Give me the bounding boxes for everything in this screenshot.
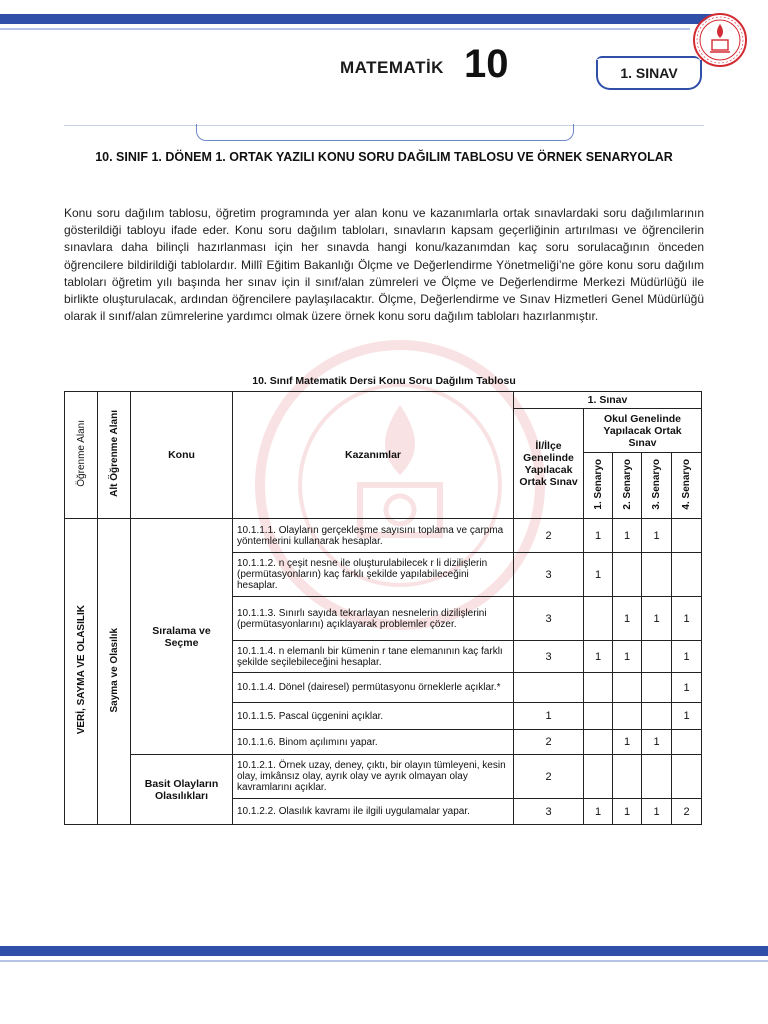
cell-s2: 1 bbox=[613, 519, 642, 553]
cell-s2: 1 bbox=[613, 799, 642, 825]
cell-s4 bbox=[672, 755, 702, 799]
cell-s2 bbox=[613, 703, 642, 730]
cell-kazanim: 10.1.1.1. Olayların gerçekleşme sayısını toplama ve çarpma yöntemlerini kullanarak hesaplar. bbox=[233, 519, 514, 553]
page-title: 10. SINIF 1. DÖNEM 1. ORTAK YAZILI KONU SORU DAĞILIM TABLOSU VE ÖRNEK SENARYOLAR bbox=[95, 150, 673, 164]
header-senaryo-4: 4. Senaryo bbox=[672, 453, 702, 519]
cell-s4 bbox=[672, 553, 702, 597]
cell-s1 bbox=[584, 673, 613, 703]
cell-il: 2 bbox=[514, 755, 584, 799]
header-konu: Konu bbox=[131, 392, 233, 519]
intro-paragraph: Konu soru dağılım tablosu, öğretim programında yer alan konu ve kazanımlarla ortak sınavlardaki soru dağılımlarının gösterildiği tabloyu ifade eder. Konu soru dağılım tabloları, sınavların kapsam geçerliğinin artırılması ve öğrencilerin sınavlara daha bilinçli hazırlanması için her sınavda hangi konu/kazanımdan kaç soru sorulacağının önceden öğrencilere bildirildiği tablolardır. Millî Eğitim Bakanlığı Ölçme ve Değerlendirme Yönetmeliği’ne göre konu soru dağılım tabloları öğretim yılı başında her sınav için il sınıf/alan zümreleri ve Ölçme ve Değerlendirme Merkezi Müdürlüğü ile birlikte oluşturulacak, ardından öğrencilere paylaşılacaktır. Ölçme, Değerlendirme ve Sınav Hizmetleri Genel Müdürlüğü olarak il sınıf/alan zümrelerine yardımcı olmak üzere örnek konu soru dağılım tabloları hazırlanmıştır. bbox=[64, 206, 704, 324]
cell-s2 bbox=[613, 673, 642, 703]
table-row bbox=[65, 755, 702, 799]
cell-s3: 1 bbox=[642, 730, 672, 755]
cell-s1: 1 bbox=[584, 641, 613, 673]
cell-il: 3 bbox=[514, 553, 584, 597]
header-ogrenme-alani: Öğrenme Alanı bbox=[65, 392, 98, 519]
cell-s3 bbox=[642, 641, 672, 673]
header-okul-geneli: Okul Genelinde Yapılacak Ortak Sınav bbox=[584, 409, 702, 453]
exam-tab-label: 1. SINAV bbox=[620, 65, 678, 81]
cell-s2 bbox=[613, 755, 642, 799]
bottom-thin-band bbox=[0, 960, 768, 962]
cell-kazanim: 10.1.1.4. n elemanlı bir kümenin r tane elemanının kaç farklı şekilde seçilebileceğini hesaplar. bbox=[233, 641, 514, 673]
cell-s1 bbox=[584, 703, 613, 730]
cell-s3 bbox=[642, 673, 672, 703]
cell-il: 2 bbox=[514, 730, 584, 755]
table-title: 10. Sınıf Matematik Dersi Konu Soru Dağılım Tablosu bbox=[252, 375, 516, 387]
cell-kazanim: 10.1.1.3. Sınırlı sayıda tekrarlayan nesnelerin dizilişlerini (permütasyonlarını) açıklayarak problemler çözer. bbox=[233, 597, 514, 641]
cell-s1 bbox=[584, 730, 613, 755]
distribution-table bbox=[64, 391, 702, 825]
cell-s3: 1 bbox=[642, 519, 672, 553]
cell-alt-ogrenme-alani: Sayma ve Olasılık bbox=[98, 519, 131, 825]
cell-s4: 1 bbox=[672, 641, 702, 673]
cell-il: 3 bbox=[514, 641, 584, 673]
cell-s1 bbox=[584, 755, 613, 799]
cell-konu-basit-olaylar: Basit Olayların Olasılıkları bbox=[131, 755, 233, 825]
top-thin-band bbox=[0, 28, 690, 30]
cell-il: 1 bbox=[514, 703, 584, 730]
subject-title: MATEMATİK bbox=[340, 58, 444, 77]
cell-konu-siralama: Sıralama ve Seçme bbox=[131, 519, 233, 755]
header-senaryo-1: 1. Senaryo bbox=[584, 453, 613, 519]
header-sinav: 1. Sınav bbox=[514, 392, 702, 409]
cell-kazanim: 10.1.1.5. Pascal üçgenini açıklar. bbox=[233, 703, 514, 730]
header-bracket bbox=[196, 124, 574, 141]
cell-s3: 1 bbox=[642, 799, 672, 825]
header-senaryo-3: 3. Senaryo bbox=[642, 453, 672, 519]
cell-s4: 1 bbox=[672, 673, 702, 703]
cell-kazanim: 10.1.1.2. n çeşit nesne ile oluşturulabilecek r li dizilişlerin (permütasyonların) kaç farklı şekilde yapılabileceğini hesaplar. bbox=[233, 553, 514, 597]
top-blue-band bbox=[0, 14, 700, 24]
cell-il bbox=[514, 673, 584, 703]
exam-tab bbox=[596, 60, 702, 90]
cell-s2: 1 bbox=[613, 730, 642, 755]
cell-s3 bbox=[642, 553, 672, 597]
cell-il: 2 bbox=[514, 519, 584, 553]
grade-number: 10 bbox=[464, 42, 509, 86]
cell-s1: 1 bbox=[584, 553, 613, 597]
cell-s2: 1 bbox=[613, 641, 642, 673]
cell-s1 bbox=[584, 597, 613, 641]
cell-il: 3 bbox=[514, 799, 584, 825]
cell-s2: 1 bbox=[613, 597, 642, 641]
cell-s4: 1 bbox=[672, 703, 702, 730]
header-il-ilce: İl/İlçe Genelinde Yapılacak Ortak Sınav bbox=[514, 409, 584, 519]
header-senaryo-2: 2. Senaryo bbox=[613, 453, 642, 519]
cell-kazanim: 10.1.1.6. Binom açılımını yapar. bbox=[233, 730, 514, 755]
header-kazanimlar: Kazanımlar bbox=[233, 392, 514, 519]
cell-s4 bbox=[672, 519, 702, 553]
cell-s4: 1 bbox=[672, 597, 702, 641]
cell-s3 bbox=[642, 703, 672, 730]
header-alt-ogrenme-alani: Alt Öğrenme Alanı bbox=[98, 392, 131, 519]
cell-s4: 2 bbox=[672, 799, 702, 825]
bottom-blue-band bbox=[0, 946, 768, 956]
cell-kazanim: 10.1.2.2. Olasılık kavramı ile ilgili uygulamalar yapar. bbox=[233, 799, 514, 825]
cell-s4 bbox=[672, 730, 702, 755]
cell-s3: 1 bbox=[642, 597, 672, 641]
cell-s2 bbox=[613, 553, 642, 597]
cell-ogrenme-alani: VERİ, SAYMA VE OLASILIK bbox=[65, 519, 98, 825]
cell-il: 3 bbox=[514, 597, 584, 641]
cell-kazanim: 10.1.2.1. Örnek uzay, deney, çıktı, bir olayın tümleyeni, kesin olay, imkânsız olay, ayrık olay ve ayrık olmayan olay kavramlarını açıklar. bbox=[233, 755, 514, 799]
cell-kazanim: 10.1.1.4. Dönel (dairesel) permütasyonu örneklerle açıklar.* bbox=[233, 673, 514, 703]
cell-s1: 1 bbox=[584, 799, 613, 825]
table-row bbox=[65, 519, 702, 553]
cell-s3 bbox=[642, 755, 672, 799]
cell-s1: 1 bbox=[584, 519, 613, 553]
